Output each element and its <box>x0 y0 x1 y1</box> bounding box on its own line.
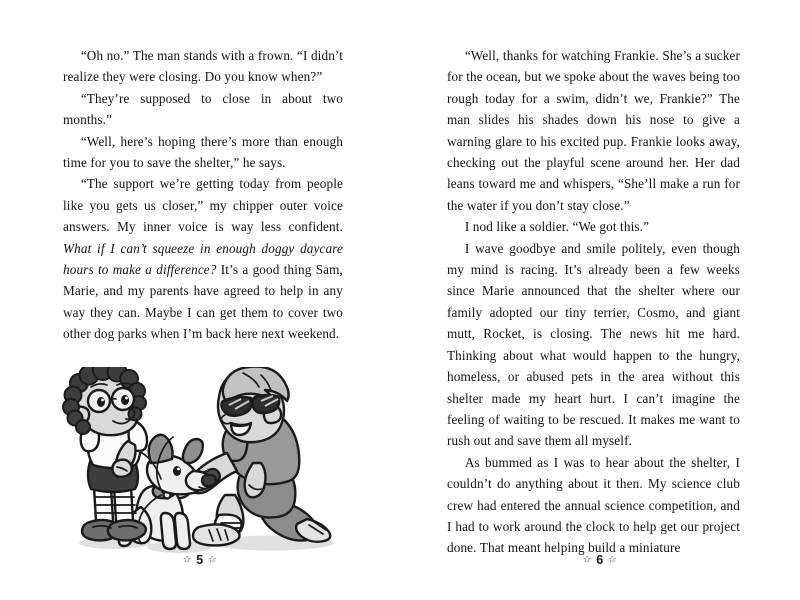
star-icon: ☆ <box>607 554 618 566</box>
right-page <box>400 0 800 600</box>
star-icon: ☆ <box>582 554 593 566</box>
right-page-text-column <box>447 45 740 559</box>
girl-dog-man-illustration <box>57 367 349 567</box>
paragraph: “Well, here’s hoping there’s more than enough time for you to save the shelter,” he says. <box>63 133 343 171</box>
paragraph: I wave goodbye and smile politely, even though my mind is racing. It’s already been a few weeks since Marie announced that the shelter where our family adopted our tiny terrier, Cosmo, and giant mutt, Rocket, is closing. The news hit me hard. Thinking about what would happen to the hungry, homeless, or abused pets in the area without this shelter made my heart hurt. I can’t imagine the feeling of waiting to be rescued. It makes me want to rush out and save them all myself. <box>447 240 740 449</box>
paragraph: I nod like a soldier. “We got this.” <box>464 219 650 235</box>
paragraph: “Oh no.” The man stands with a frown. “I didn’t realize they were closing. Do you know when?” <box>63 48 343 85</box>
page-number: 5 <box>196 553 204 567</box>
paragraph-with-inner-voice <box>63 173 343 344</box>
page-number: 6 <box>596 553 604 567</box>
paragraph: “Well, thanks for watching Frankie. She’s a sucker for the ocean, but we spoke about the waves being too rough today for a swim, didn’t we, Frankie?” The man slides his shades down his nose to give a warning glare to his excited pup. Frankie looks away, checking out the playful scene around her. Her dad leans toward me and whispers, “She’ll make a run for the water if you don’t stay close.” <box>447 48 741 213</box>
paragraph: “They’re supposed to close in about two months.” <box>63 90 343 128</box>
star-icon: ☆ <box>182 554 193 566</box>
left-page-text-column <box>63 45 343 345</box>
star-icon: ☆ <box>207 554 218 566</box>
paragraph: As bummed as I was to hear about the shelter, I couldn’t do anything about it then. My science club crew had entered the annual science competition, and I had to work around the clock to help get our project done. That meant helping build a miniature <box>447 454 740 556</box>
right-page-footer <box>400 553 800 567</box>
paragraph-part: It’s a good thing Sam, Marie, and my parents have agreed to help in any way they can. Maybe I can get them to cover two other dog parks when I’m back here next weekend. <box>63 262 343 342</box>
inner-voice-italic: What if I can’t squeeze in enough doggy daycare hours to make a difference? <box>63 240 343 278</box>
paragraph-part: “The support we’re getting today from people like you gets us closer,” my chipper outer voice answers. My inner voice is way less confident. <box>63 176 343 235</box>
left-page-footer <box>0 553 400 567</box>
